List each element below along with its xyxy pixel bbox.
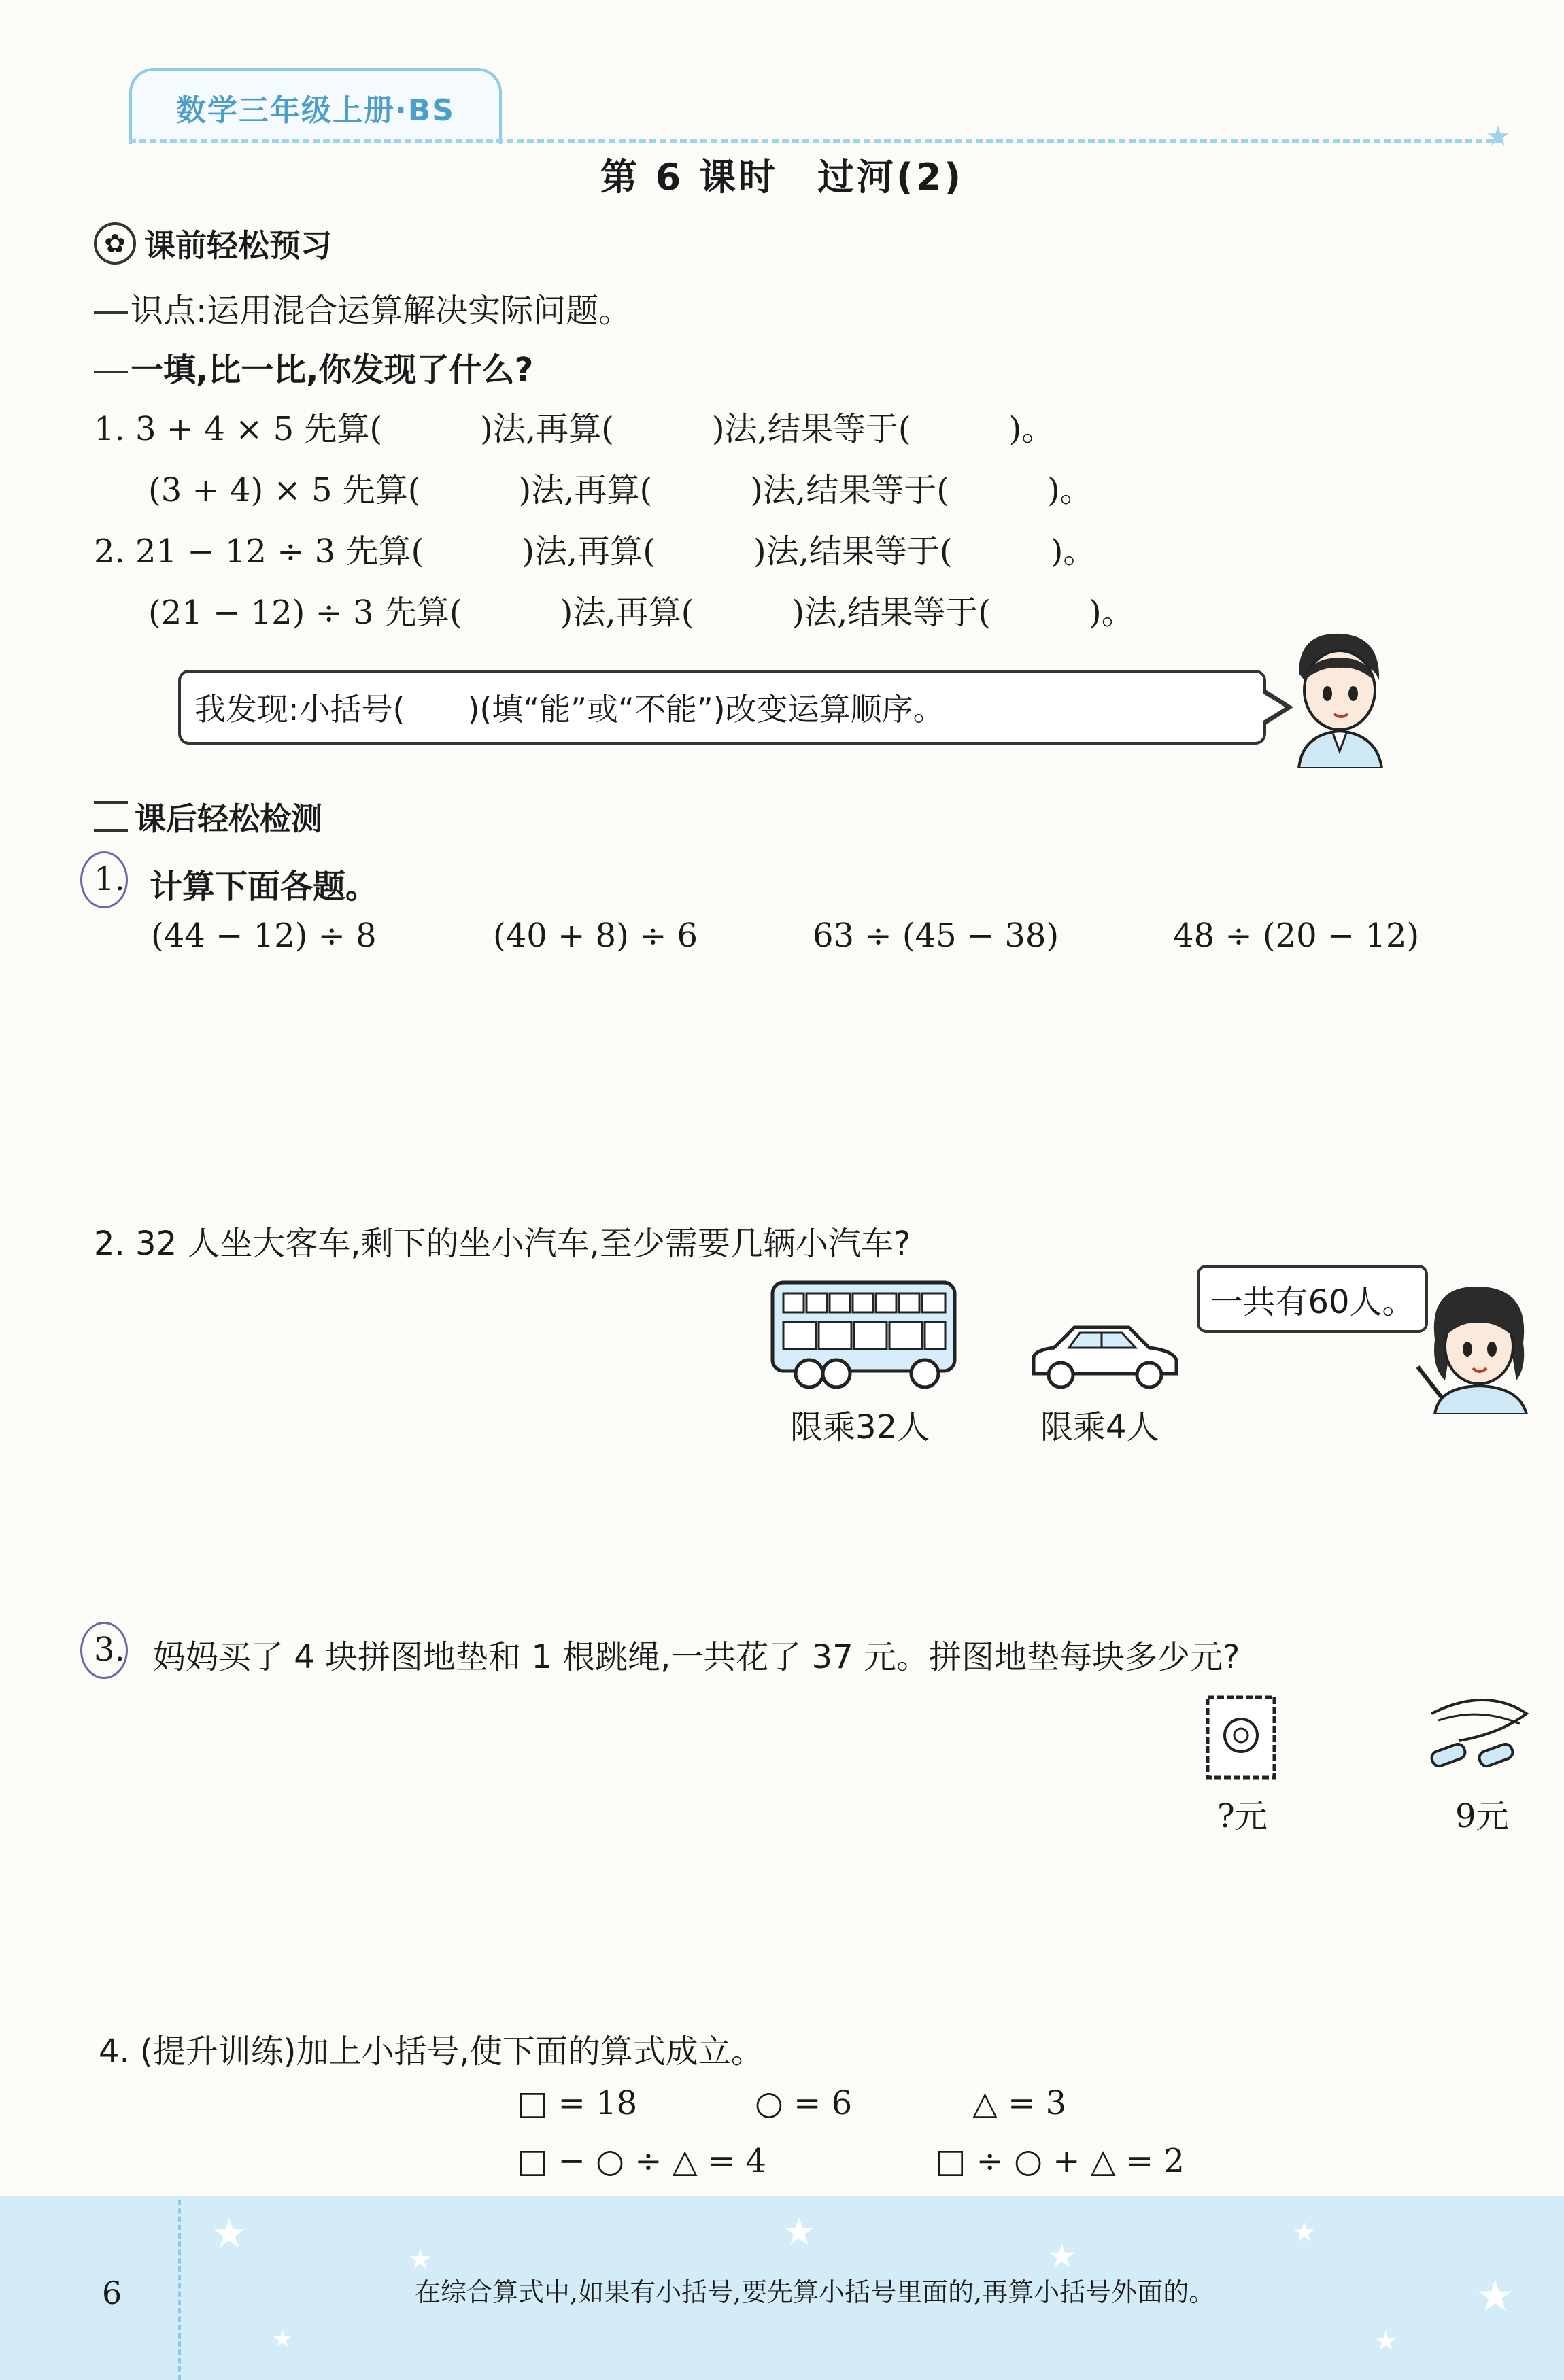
discovery-text: 我发现:小括号( )(填“能”或“不能”)改变运算顺序。: [194, 691, 945, 728]
footer-tip: 在综合算式中,如果有小括号,要先算小括号里面的,再算小括号外面的。: [415, 2277, 1215, 2307]
hw-q1-number: 1.: [94, 860, 125, 898]
preview-heading-row: [94, 221, 332, 266]
star-icon: ★: [1292, 2217, 1316, 2248]
hw-q2-text: 2. 32 人坐大客车,剩下的坐小汽车,至少需要几辆小汽车?: [94, 1225, 911, 1263]
preview-heading: 课前轻松预习: [144, 227, 332, 264]
dash-mark: [94, 311, 128, 314]
preview-instruction: [94, 343, 533, 390]
star-icon: ★: [272, 2326, 293, 2353]
total-people-text: 一共有60人。: [1210, 1282, 1415, 1321]
star-icon: ★: [1047, 2237, 1077, 2275]
q1-line1: 1. 3 + 4 × 5 先算( )法,再算( )法,结果等于( )。: [94, 410, 1055, 448]
mat-price-label: ?元: [1217, 1797, 1268, 1835]
hw-q1-text: 计算下面各题。: [150, 868, 379, 906]
q4-square-value: □ = 18: [517, 2084, 638, 2122]
hw-q1-item-4: 48 ÷ (20 − 12): [1173, 917, 1420, 955]
hw-q4-text: 4. (提升训练)加上小括号,使下面的算式成立。: [99, 2033, 764, 2071]
star-icon: ★: [1476, 2271, 1515, 2322]
discovery-bubble: [178, 670, 1266, 745]
q4-equation-1: □ − ○ ÷ △ = 4: [517, 2142, 766, 2180]
hw-q1-item-2: (40 + 8) ÷ 6: [493, 917, 698, 955]
book-icon: [94, 801, 128, 832]
knowledge-point-text: 识点:运用混合运算解决实际问题。: [131, 292, 632, 330]
hw-q1-item-1: (44 − 12) ÷ 8: [151, 917, 377, 955]
star-icon: ★: [1374, 2326, 1398, 2357]
footer-separator: [178, 2200, 181, 2380]
puzzle-mat-illustration: [1204, 1693, 1278, 1782]
book-tab: 数学三年级上册·BS: [129, 68, 502, 144]
star-icon: ★: [1486, 121, 1510, 152]
q4-equation-2: □ ÷ ○ + △ = 2: [935, 2142, 1185, 2180]
total-people-bubble: [1197, 1265, 1428, 1333]
preview-instruction-text: 一填,比一比,你发现了什么?: [131, 351, 534, 389]
rope-price-label: 9元: [1455, 1797, 1509, 1835]
bus-capacity-label: 限乘32人: [790, 1408, 930, 1446]
q4-triangle-value: △ = 3: [972, 2084, 1067, 2122]
q1-line2: (3 + 4) × 5 先算( )法,再算( )法,结果等于( )。: [148, 471, 1093, 509]
header-divider: [129, 139, 1503, 143]
knowledge-point: [94, 284, 631, 331]
q4-circle-value: ○ = 6: [755, 2084, 853, 2122]
star-icon: ★: [408, 2244, 432, 2275]
bus-illustration: [768, 1278, 959, 1394]
homework-heading-row: [94, 794, 322, 839]
film-reel-icon: ✿: [94, 222, 136, 265]
hw-q3-number: 3.: [94, 1631, 125, 1669]
homework-heading: 课后轻松检测: [135, 800, 322, 837]
q2-line1: 2. 21 − 12 ÷ 3 先算( )法,再算( )法,结果等于( )。: [94, 532, 1096, 571]
hw-q1-item-3: 63 ÷ (45 − 38): [813, 917, 1059, 955]
star-icon: ★: [211, 2210, 248, 2258]
car-illustration: [1027, 1319, 1183, 1394]
lesson-title: 第 6 课时 过河(2): [600, 156, 964, 199]
car-capacity-label: 限乘4人: [1040, 1408, 1159, 1446]
dash-mark: [94, 371, 128, 373]
page-number: 6: [102, 2275, 122, 2311]
star-icon: ★: [782, 2210, 817, 2254]
boy-illustration: [1272, 626, 1401, 768]
q2-line2: (21 − 12) ÷ 3 先算( )法,再算( )法,结果等于( )。: [148, 594, 1134, 632]
jump-rope-illustration: [1418, 1693, 1533, 1782]
girl-illustration: [1414, 1278, 1537, 1414]
hw-q3-text: 妈妈买了 4 块拼图地垫和 1 根跳绳,一共花了 37 元。拼图地垫每块多少元?: [153, 1638, 1240, 1676]
